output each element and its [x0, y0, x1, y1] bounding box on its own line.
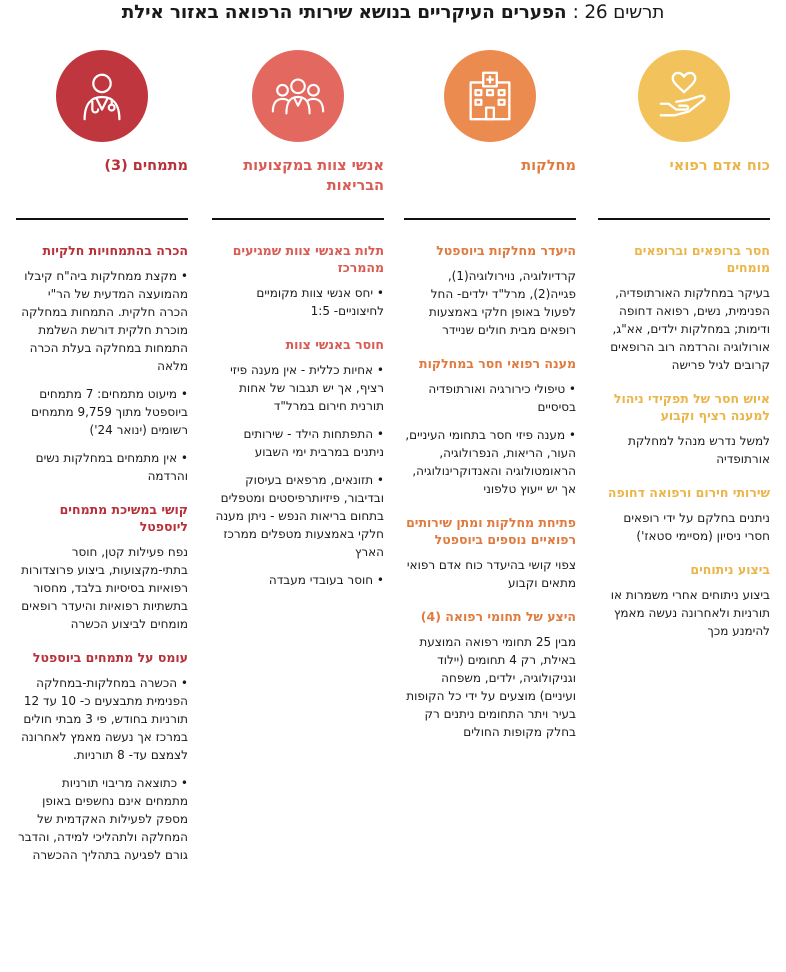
section-heading: קושי במשיכת מתמחים ליוספטל — [59, 501, 188, 534]
section-heading: חוסר באנשי צוות — [285, 336, 384, 352]
bullet-item: • יחס אנשי צוות מקומיים לחיצוניים- 1:5 — [212, 284, 384, 320]
section-heading: הכרה בהתמחויות חלקיות — [42, 242, 188, 258]
bullet-item: • הכשרה במחלקות-במחלקה הפנימית מתבצעים כ- 10 עד 12 תורניות בחודש, פי 3 מבתי חולים במרכז אך נעשה מאמץ לאחרונה לצמצם עד- 8 תורניות. — [16, 674, 188, 764]
bullet-item: • תזונאים, מרפאים בעיסוק ובדיבור, פיזיותרפיסטים ומטפלים בתחום בריאות הנפש - ניתן מענה חלקי באמצעות מטפלים ממרכז הארץ — [212, 471, 384, 561]
bullet-item: • מקצת ממחלקות ביה"ח קיבלו מהמועצה המדעית של הר"י הכרה חלקית. התמחות במחלקה מוכרת חלקית דורשת השלמת התמחות במחלקה בעלת הכרה מלאה — [16, 267, 188, 375]
section-heading: פתיחת מחלקות ומתן שירותים רפואיים נוספים ביוספטל — [406, 514, 576, 547]
heading-divider — [404, 218, 576, 220]
hospital-building-icon — [444, 50, 536, 142]
bullet-item: • מיעוט מתמחים: 7 מתמחים ביוספטל מתוך 9,759 מתמחים רשומים (ינואר 24') — [16, 385, 188, 439]
medical-staff-group-icon — [252, 50, 344, 142]
section-text: בעיקר במחלקות האורתופדיה, הפנימית, נשים, רפואה דחופה ודימות; במחלקות ילדים, אא"ג, אורולוגיה והרדמה רוב הרופאים קרובים לגיל פרישה — [610, 285, 770, 372]
column-heading: אנשי צוות במקצועות הבריאות — [243, 158, 384, 194]
section-text: קרדיולוגיה, נוירולוגיה(1), פגייה(2), מרל"ד ילדים- החל לפעול באופן חלקי באמצעות רופאים מבית חולים שניידר — [428, 268, 576, 337]
bullet-item: • כתוצאה מריבוי תורניות מתמחים אינם נחשפים באופן מספק לפעילות האקדמית של המחלקה ולתהליכי למידה, והדבר גורם לפגיעה בתהליך ההכשרה — [16, 774, 188, 864]
column-heading: כוח אדם רפואי — [669, 158, 770, 174]
figure-title: הפערים העיקריים בנושא שירותי הרפואה באזור אילת — [121, 2, 567, 23]
section-heading: תלות באנשי צוות שמגיעים מהמרכז — [232, 242, 384, 275]
section-text: צפוי קושי בהיעדר כוח אדם רפואי מתאים וקבוע — [406, 557, 576, 590]
bullet-item: • חוסר בעובדי מעבדה — [212, 571, 384, 589]
column-medical-manpower — [598, 50, 770, 656]
heading-divider — [598, 218, 770, 220]
bullet-item: • אחיות כללית - אין מענה פיזי רציף, אך יש תגבור של אחות תורנית חירום במרל"ד — [212, 361, 384, 415]
section-heading: שירותי חירום ורפואה דחופה — [607, 484, 770, 500]
bullet-item: • מענה פיזי חסר בתחומי העיניים, העור, הריאות, הנפרולוגיה, הראומטולוגיה והאנדוקרינולוגיה, אך יש ייעוץ טלפוני — [404, 426, 576, 498]
section-text: מבין 25 תחומי רפואה המוצעת באילת, רק 4 תחומים (יילוד וגניקולוגיה, ילדים, משפחה ועיניים) מוצעים על ידי כל הקופות בעיר ויתר התחומים ניתנים רק בחלק מקופות החולים — [406, 634, 576, 739]
doctor-resident-icon — [56, 50, 148, 142]
bullet-item: • טיפולי כירורגיה ואורתופדיה בסיסיים — [404, 380, 576, 416]
section-heading: חסר ברופאים וברופאים מומחים — [634, 242, 770, 275]
column-departments — [404, 50, 576, 757]
section-heading: היעדר מחלקות ביוספטל — [436, 242, 576, 258]
figure-label: תרשים 26 : — [572, 2, 665, 23]
page-title — [10, 2, 776, 23]
section-text: ניתנים בחלקם על ידי רופאים חסרי ניסיון (מסיימי סטאז') — [623, 510, 770, 543]
section-heading: איוש חסר של תפקידי ניהול למענה רציף וקבוע — [613, 390, 770, 423]
column-heading: מתמחים (3) — [104, 158, 188, 174]
section-heading: עומס על מתמחים ביוספטל — [32, 649, 188, 665]
column-health-staff — [212, 50, 384, 599]
bullet-item: • התפתחות הילד - שירותים ניתנים במרבית ימי השבוע — [212, 425, 384, 461]
heading-divider — [212, 218, 384, 220]
heading-divider — [16, 218, 188, 220]
section-heading: מענה רפואי חסר במחלקות — [419, 355, 576, 371]
column-heading: מחלקות — [521, 158, 576, 174]
hand-heart-icon — [638, 50, 730, 142]
section-heading: ביצוע ניתוחים — [690, 561, 770, 577]
section-text: למשל נדרש מנהל למחלקת אורתופדיה — [627, 433, 770, 466]
section-text: נפח פעילות קטן, חוסר בתתי-מקצועות, ביצוע פרוצדורות רפואיות בסיסיות בלבד, מחסור בתשתיות רפואיות והיעדר רופאים מומחים לביצוע הכשרה — [21, 544, 188, 631]
bullet-item: • אין מתמחים במחלקות נשים והרדמה — [16, 449, 188, 485]
section-heading: היצע של תחומי רפואה (4) — [420, 608, 576, 624]
section-text: ביצוע ניתוחים אחרי משמרות או תורניות ולאחרונה נעשה מאמץ להימנע מכך — [610, 587, 770, 638]
column-residents — [16, 50, 188, 874]
